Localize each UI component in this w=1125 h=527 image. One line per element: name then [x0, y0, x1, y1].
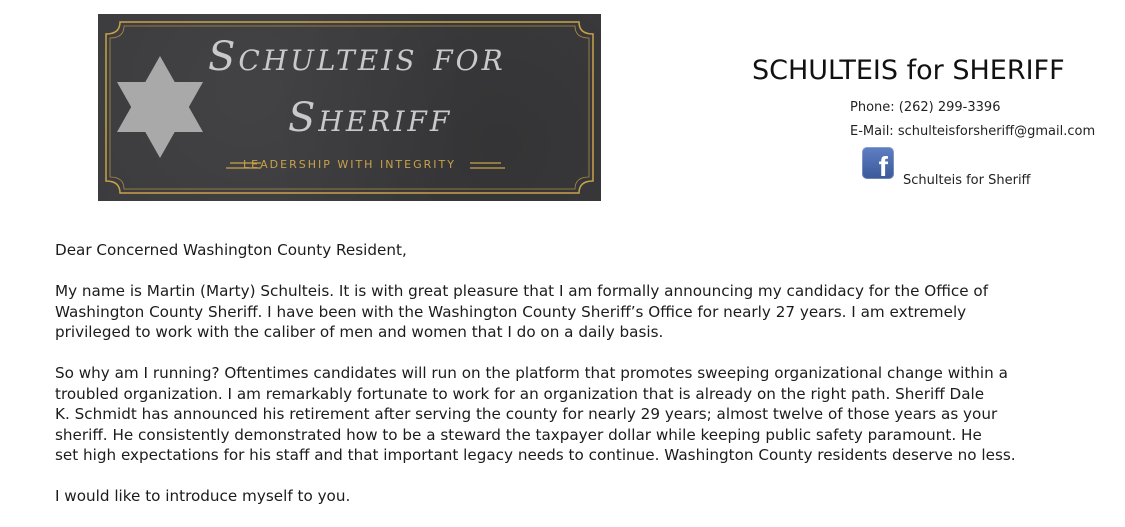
paragraph-line: So why am I running? Oftentimes candidates will run on the platform that promotes sweeping organizational change within a	[55, 364, 1008, 382]
banner-title-line2: Sheriff	[288, 95, 453, 141]
banner-title-line1: Schulteis for	[208, 34, 506, 80]
paragraph-line: privileged to work with the caliber of men and women that I do on a daily basis.	[55, 323, 664, 341]
contact-phone: Phone: (262) 299-3396	[850, 100, 1001, 115]
paragraph-line: sheriff. He consistently demonstrated how to be a steward the taxpayer dollar while keeping public safety paramount. He	[55, 425, 982, 444]
paragraph-line: troubled organization. I am remarkably fortunate to work for an organization that is already on the right path. Sheriff Dale	[55, 384, 985, 403]
facebook-icon[interactable]: f	[862, 147, 894, 179]
contact-email[interactable]: E-Mail: schulteisforsheriff@gmail.com	[850, 124, 1096, 139]
sheriff-star-icon	[112, 54, 208, 160]
paragraph-line: set high expectations for his staff and that important legacy needs to continue. Washington County residents deserve no less.	[55, 446, 1016, 464]
paragraph-line: K. Schmidt has announced his retirement after serving the county for nearly 29 years; almost twelve of those years as your	[55, 405, 998, 423]
paragraph-line: My name is Martin (Marty) Schulteis. It is with great pleasure that I am formally announcing my candidacy for the Office of	[55, 282, 989, 300]
letter-salutation: Dear Concerned Washington County Resident,	[55, 241, 407, 259]
letter-paragraph	[55, 363, 1095, 466]
letter-body	[55, 240, 1095, 527]
letter-paragraph	[55, 281, 1095, 343]
campaign-banner	[98, 14, 601, 201]
letter-closing-line: I would like to introduce myself to you.	[55, 487, 351, 505]
banner-tagline: LEADERSHIP WITH INTEGRITY	[243, 158, 456, 171]
facebook-label[interactable]: Schulteis for Sheriff	[903, 173, 1031, 188]
paragraph-line: Washington County Sheriff. I have been with the Washington County Sheriff’s Office for nearly 27 years. I am extremely	[55, 302, 967, 321]
contact-title: SCHULTEIS for SHERIFF	[752, 55, 1065, 86]
